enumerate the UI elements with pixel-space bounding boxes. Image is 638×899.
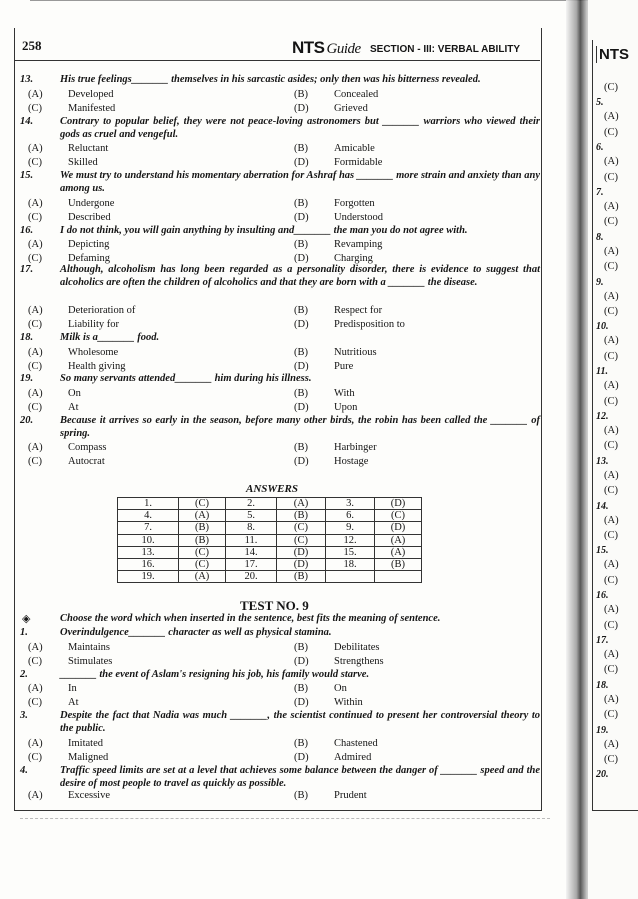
answers-cell: (B) <box>277 510 326 522</box>
question-text: We must try to understand his momentary aberration for Ashraf has _______ more strain and anxiety than any among us. <box>60 170 540 194</box>
options-row-1 <box>28 238 528 252</box>
option-letter: (A) <box>28 198 43 209</box>
question-options <box>28 238 528 265</box>
question <box>20 264 540 289</box>
option-text: Debilitates <box>334 642 380 653</box>
option-text: Hostage <box>334 455 369 467</box>
answers-cell: (A) <box>277 498 326 510</box>
question <box>20 669 540 682</box>
answers-row <box>118 534 422 546</box>
question <box>20 710 540 735</box>
options-row-2 <box>28 102 528 116</box>
answers-cell: 14. <box>226 546 277 558</box>
answers-cell: (A) <box>179 510 226 522</box>
option-letter: (A) <box>28 143 43 154</box>
option-text: Predisposition to <box>334 318 405 330</box>
right-option-letter: (A) <box>604 469 619 481</box>
option-letter: (B) <box>294 442 308 453</box>
page-number: 258 <box>22 38 42 53</box>
right-question-number: 18. <box>596 679 609 691</box>
option-letter: (A) <box>28 683 43 694</box>
option-text: Developed <box>68 89 114 100</box>
option-letter: (B) <box>294 347 308 358</box>
answers-row <box>118 546 422 558</box>
option-text: Skilled <box>68 156 98 168</box>
question-number: 14. <box>20 116 34 127</box>
question-options <box>28 142 528 169</box>
option-letter: (A) <box>28 305 43 316</box>
right-option-letter: (A) <box>604 425 619 436</box>
page-edge <box>30 0 590 1</box>
options-row-2 <box>28 655 528 669</box>
answers-cell: (C) <box>179 498 226 510</box>
option-letter: (C) <box>28 318 42 330</box>
option-text: Chastened <box>334 738 378 749</box>
right-option-letter: (A) <box>604 201 619 212</box>
answers-cell: (B) <box>277 571 326 583</box>
options-row-2 <box>28 211 528 225</box>
option-letter: (A) <box>28 642 43 653</box>
question-number: 15. <box>20 170 34 181</box>
answers-cell: (C) <box>179 558 226 570</box>
header-divider <box>14 60 540 61</box>
question-text: Traffic speed limits are set at a level that achieves some balance between the danger of _______ speed and the desire of most people to travel as quickly as possible. <box>60 765 540 789</box>
answers-row <box>118 571 422 583</box>
option-text: Stimulates <box>68 655 113 667</box>
question-options <box>28 641 528 668</box>
right-question-number: 10. <box>596 321 609 333</box>
option-text: Upon <box>334 401 358 413</box>
options-row-2 <box>28 401 528 415</box>
right-question-number: 15. <box>596 545 609 557</box>
option-letter: (A) <box>28 738 43 749</box>
option-letter: (D) <box>294 156 309 168</box>
answers-cell: 6. <box>326 510 375 522</box>
option-letter: (D) <box>294 401 309 413</box>
option-letter: (B) <box>294 683 308 694</box>
answers-cell <box>326 571 375 583</box>
options-row-2 <box>28 156 528 170</box>
option-letter: (A) <box>28 89 43 100</box>
option-letter: (A) <box>28 790 43 801</box>
right-question-number: 20. <box>596 769 609 781</box>
question-text: Although, alcoholism has long been regarded as a personality disorder, there is evidence to suggest that alcoholics are often the children of alcoholics and that they are born with a _______ the disease. <box>60 264 540 288</box>
option-text: Prudent <box>334 790 367 801</box>
options-row-2 <box>28 252 528 266</box>
page-bottom-line <box>20 818 550 819</box>
option-letter: (B) <box>294 198 308 209</box>
question-text: Milk is a_______ food. <box>60 332 160 343</box>
right-option-letter: (C) <box>604 350 618 362</box>
question <box>20 415 540 440</box>
options-row-2 <box>28 455 528 469</box>
question-options <box>28 441 528 468</box>
right-option-letter: (C) <box>604 530 618 541</box>
answers-cell: (B) <box>375 558 422 570</box>
question-number: 13. <box>20 74 34 85</box>
option-letter: (D) <box>294 360 309 372</box>
options-row-1 <box>28 387 528 401</box>
test-title: TEST NO. 9 <box>240 598 309 613</box>
answers-cell: 20. <box>226 571 277 583</box>
right-option-letter: (C) <box>604 306 618 317</box>
option-text: Formidable <box>334 156 383 168</box>
right-option-letter: (C) <box>604 709 618 721</box>
option-letter: (B) <box>294 738 308 749</box>
option-letter: (A) <box>28 347 43 358</box>
answers-cell: (C) <box>179 546 226 558</box>
answers-cell: (D) <box>375 498 422 510</box>
question-options <box>28 304 528 331</box>
options-row-1 <box>28 346 528 360</box>
answers-cell: 8. <box>226 522 277 534</box>
right-question-number: 16. <box>596 590 609 602</box>
option-text: Reluctant <box>68 143 109 154</box>
option-letter: (D) <box>294 751 309 763</box>
question-text: Despite the fact that Nadia was much _______, the scientist continued to present her controversial theory to the public. <box>60 710 540 734</box>
question-number: 1. <box>20 627 28 638</box>
option-text: Health giving <box>68 360 126 372</box>
right-question-number: 8. <box>596 231 604 243</box>
right-question-number: 14. <box>596 500 609 512</box>
right-question-number: 5. <box>596 97 604 109</box>
option-letter: (B) <box>294 239 308 250</box>
question-options <box>28 789 528 803</box>
right-option-letter: (A) <box>604 649 619 660</box>
options-row-2 <box>28 360 528 374</box>
option-letter: (C) <box>28 696 42 708</box>
answers-cell: 16. <box>118 558 179 570</box>
right-option-letter: (C) <box>604 171 618 183</box>
options-row-1 <box>28 641 528 655</box>
option-letter: (A) <box>28 442 43 453</box>
answers-cell: 15. <box>326 546 375 558</box>
answers-cell <box>375 571 422 583</box>
right-option-letter: (C) <box>604 126 618 138</box>
right-option-letter: (C) <box>604 82 618 93</box>
option-text: Maligned <box>68 751 109 763</box>
right-question-number: 6. <box>596 142 604 154</box>
answers-cell: (C) <box>375 510 422 522</box>
diamond-bullet-icon: ◈ <box>22 613 31 625</box>
right-option-letter: (C) <box>604 440 618 452</box>
answers-cell: (B) <box>179 534 226 546</box>
option-letter: (D) <box>294 455 309 467</box>
option-letter: (B) <box>294 89 308 100</box>
options-row-2 <box>28 751 528 765</box>
question-options <box>28 88 528 115</box>
answers-cell: 10. <box>118 534 179 546</box>
answers-cell: 13. <box>118 546 179 558</box>
question-number: 17. <box>20 264 34 275</box>
option-letter: (B) <box>294 388 308 399</box>
answers-cell: (C) <box>277 522 326 534</box>
option-text: At <box>68 696 79 708</box>
answers-cell: 11. <box>226 534 277 546</box>
right-question-number: 17. <box>596 635 609 646</box>
option-text: On <box>334 683 347 694</box>
question <box>20 74 540 87</box>
options-row-1 <box>28 737 528 751</box>
option-text: Described <box>68 211 111 223</box>
question-number: 2. <box>20 669 28 680</box>
option-text: Grieved <box>334 102 368 114</box>
option-letter: (C) <box>28 211 42 223</box>
options-row-2 <box>28 318 528 332</box>
answers-row <box>118 522 422 534</box>
option-letter: (D) <box>294 655 309 667</box>
question-number: 3. <box>20 710 28 721</box>
option-letter: (D) <box>294 211 309 223</box>
question-number: 20. <box>20 415 34 426</box>
right-option-letter: (A) <box>604 380 619 392</box>
option-text: Wholesome <box>68 347 119 358</box>
nts-logo: NTS Guide <box>292 38 361 57</box>
answers-cell: 18. <box>326 558 375 570</box>
option-text: At <box>68 401 79 413</box>
right-option-letter: (C) <box>604 619 618 631</box>
option-text: Depicting <box>68 239 110 250</box>
option-text: Admired <box>334 751 372 763</box>
answers-cell: 2. <box>226 498 277 510</box>
answers-cell: 5. <box>226 510 277 522</box>
right-option-letter: (C) <box>604 754 618 765</box>
options-row-1 <box>28 197 528 211</box>
option-letter: (B) <box>294 642 308 653</box>
options-row-1 <box>28 88 528 102</box>
option-letter: (A) <box>28 239 43 250</box>
answers-cell: (B) <box>179 522 226 534</box>
section-title: SECTION - III: VERBAL ABILITY <box>370 44 521 55</box>
answers-row <box>118 498 422 510</box>
option-text: On <box>68 388 81 399</box>
option-text: Pure <box>334 360 354 372</box>
option-letter: (C) <box>28 102 42 114</box>
option-letter: (C) <box>28 455 42 467</box>
option-text: Defaming <box>68 252 110 264</box>
option-text: Liability for <box>68 318 120 330</box>
question-options <box>28 346 528 373</box>
question-options <box>28 682 528 709</box>
right-option-letter: (A) <box>604 156 619 168</box>
right-option-letter: (A) <box>604 604 619 616</box>
question-text: Because it arrives so early in the season, before many other birds, the robin has been called the _______ of spring. <box>60 415 540 439</box>
answers-cell: (D) <box>277 546 326 558</box>
option-text: With <box>334 388 355 399</box>
option-letter: (D) <box>294 102 309 114</box>
option-letter: (C) <box>28 252 42 264</box>
answers-cell: (A) <box>375 546 422 558</box>
right-question-number: 7. <box>596 187 604 198</box>
right-question-number: 9. <box>596 276 604 288</box>
answers-title: ANSWERS <box>246 483 298 495</box>
option-text: Undergone <box>68 198 115 209</box>
question-text: Contrary to popular belief, they were not peace-loving astronomers but _______ warriors who viewed their gods as cruel and vengeful. <box>60 116 540 140</box>
right-option-letter: (A) <box>604 693 619 705</box>
option-text: Compass <box>68 442 107 453</box>
question-text: Overindulgence_______ character as well as physical stamina. <box>60 627 332 638</box>
question <box>20 170 540 195</box>
option-letter: (C) <box>28 156 42 168</box>
answers-cell: 12. <box>326 534 375 546</box>
option-text: Respect for <box>334 305 383 316</box>
question-number: 19. <box>20 373 34 384</box>
option-letter: (C) <box>28 360 42 372</box>
right-option-letter: (A) <box>604 245 619 257</box>
question <box>20 627 540 640</box>
option-text: Concealed <box>334 89 379 100</box>
right-option-letter: (C) <box>604 574 618 586</box>
answers-row <box>118 558 422 570</box>
option-text: Forgotten <box>334 198 375 209</box>
right-option-letter: (C) <box>604 216 618 228</box>
question-options <box>28 197 528 224</box>
answers-cell: (D) <box>277 558 326 570</box>
answers-cell: 7. <box>118 522 179 534</box>
right-question-number: 11. <box>596 366 608 378</box>
test-instruction: Choose the word which when inserted in the sentence, best fits the meaning of sentence. <box>60 613 441 624</box>
option-text: Revamping <box>334 239 383 250</box>
option-letter: (B) <box>294 305 308 316</box>
question-options <box>28 737 528 764</box>
answers-cell: 17. <box>226 558 277 570</box>
right-option-letter: (A) <box>604 335 619 347</box>
right-option-letter: (A) <box>604 559 619 571</box>
answers-cell: (D) <box>375 522 422 534</box>
options-row-1 <box>28 142 528 156</box>
option-text: Autocrat <box>68 455 105 467</box>
question <box>20 373 540 386</box>
right-option-letter: (C) <box>604 664 618 676</box>
option-text: Amicable <box>334 143 375 154</box>
options-row-1 <box>28 441 528 455</box>
answers-cell: 4. <box>118 510 179 522</box>
right-question-number: 13. <box>596 455 609 467</box>
answers-cell: (A) <box>179 571 226 583</box>
option-letter: (C) <box>28 655 42 667</box>
answers-cell: 3. <box>326 498 375 510</box>
question-text: His true feelings_______ themselves in his sarcastic asides; only then was his bitterness revealed. <box>60 74 481 85</box>
option-letter: (A) <box>28 388 43 399</box>
option-text: Deterioration of <box>68 305 136 316</box>
right-option-letter: (C) <box>604 485 618 497</box>
option-text: Imitated <box>68 738 103 749</box>
option-text: Within <box>334 696 363 708</box>
right-option-letter: (C) <box>604 395 618 407</box>
question-text: I do not think, you will gain anything by insulting and_______ the man you do not agree with. <box>60 225 468 236</box>
option-text: Maintains <box>68 642 110 653</box>
answers-cell: 19. <box>118 571 179 583</box>
answers-row <box>118 510 422 522</box>
right-nts-logo: NTS <box>596 46 629 63</box>
options-row-2 <box>28 696 528 710</box>
option-letter: (B) <box>294 790 308 801</box>
option-letter: (B) <box>294 143 308 154</box>
question <box>20 116 540 141</box>
option-letter: (D) <box>294 318 309 330</box>
question-number: 18. <box>20 332 34 343</box>
question <box>20 225 540 238</box>
right-option-letter: (A) <box>604 111 619 123</box>
right-option-letter: (C) <box>604 261 618 273</box>
right-question-number: 12. <box>596 411 609 422</box>
option-letter: (D) <box>294 252 309 264</box>
answers-table <box>117 497 422 583</box>
option-text: Nutritious <box>334 347 377 358</box>
option-text: Harbinger <box>334 442 377 453</box>
option-text: Strengthens <box>334 655 384 667</box>
question-options <box>28 387 528 414</box>
answers-cell: 9. <box>326 522 375 534</box>
question-text: So many servants attended_______ him during his illness. <box>60 373 312 384</box>
option-letter: (D) <box>294 696 309 708</box>
option-text: Excessive <box>68 790 110 801</box>
question <box>20 765 540 790</box>
right-option-letter: (A) <box>604 738 619 750</box>
option-letter: (C) <box>28 751 42 763</box>
option-text: Charging <box>334 252 373 264</box>
options-row-1 <box>28 304 528 318</box>
right-option-letter: (A) <box>604 290 619 302</box>
option-text: Manifested <box>68 102 116 114</box>
question <box>20 332 540 345</box>
options-row-1 <box>28 789 528 803</box>
right-option-letter: (A) <box>604 514 619 526</box>
right-question-number: 19. <box>596 724 609 736</box>
option-text: In <box>68 683 77 694</box>
answers-cell: (C) <box>277 534 326 546</box>
question-text: _______ the event of Aslam's resigning his job, his family would starve. <box>60 669 370 680</box>
question-number: 4. <box>20 765 28 776</box>
answers-cell: (A) <box>375 534 422 546</box>
options-row-1 <box>28 682 528 696</box>
question-number: 16. <box>20 225 34 236</box>
option-text: Understood <box>334 211 383 223</box>
option-letter: (C) <box>28 401 42 413</box>
answers-cell: 1. <box>118 498 179 510</box>
